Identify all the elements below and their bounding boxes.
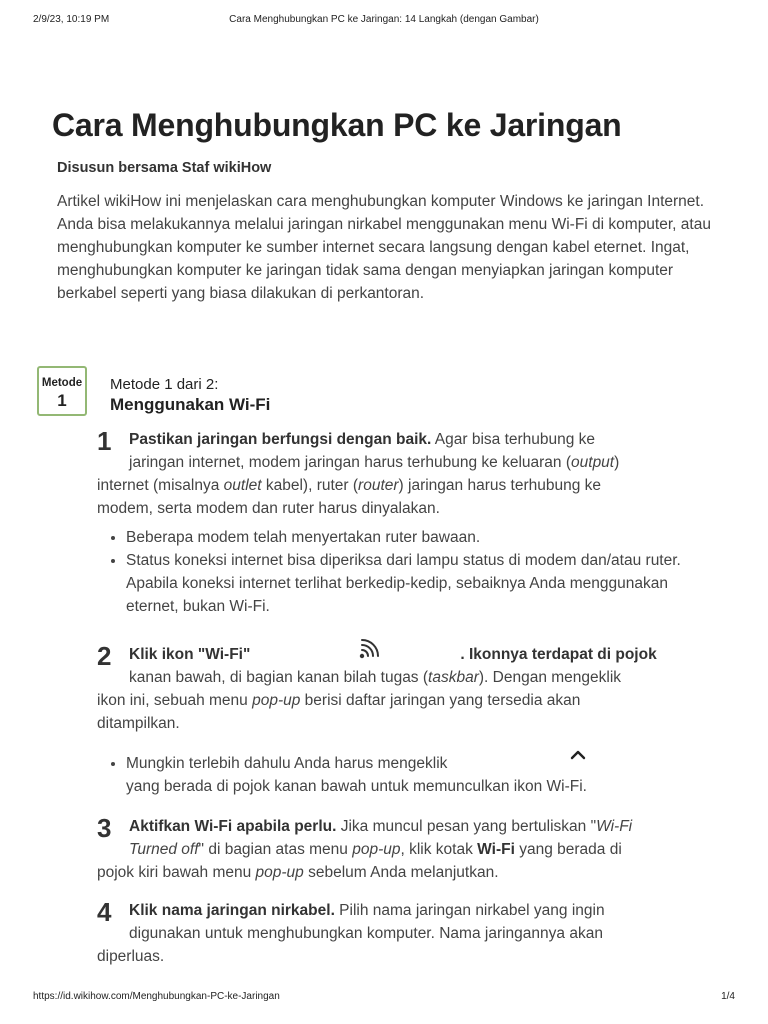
- print-datetime: 2/9/23, 10:19 PM: [33, 14, 110, 25]
- step-text-em: taskbar: [428, 669, 479, 686]
- step-2: [97, 643, 682, 735]
- step-text-em: Turned off: [129, 841, 199, 858]
- step-3: [97, 815, 682, 884]
- step-4: [97, 899, 682, 968]
- step-number: 3: [97, 813, 112, 843]
- method-subtitle: Metode 1 dari 2:: [110, 376, 219, 393]
- step-text-line: [97, 815, 682, 838]
- step-text-bold: Wi-Fi: [477, 841, 515, 858]
- step-text-em: Wi-Fi: [596, 818, 633, 835]
- method-title: Menggunakan Wi-Fi: [110, 395, 271, 414]
- page-number: 1/4: [721, 991, 735, 1002]
- step-text: ikon ini, sebuah menu: [97, 692, 253, 709]
- step-text: kabel), ruter (: [261, 477, 359, 494]
- step-text-line: [97, 899, 682, 922]
- step-heading: Aktifkan Wi-Fi apabila perlu.: [129, 818, 337, 835]
- step-heading: Klik nama jaringan nirkabel.: [129, 902, 335, 919]
- step-number: 1: [97, 426, 112, 456]
- step-text: pojok kiri bawah menu: [97, 864, 256, 881]
- list-item: • Beberapa modem telah menyertakan ruter bawaan.: [126, 526, 711, 549]
- article-byline: Disusun bersama Staf wikiHow: [57, 160, 272, 176]
- step-text: Mungkin terlebih dahulu Anda harus mengeklik: [126, 755, 448, 772]
- step-text: . Ikonnya terdapat di pojok: [460, 646, 657, 663]
- print-footer: [33, 991, 735, 1005]
- step-text: , klik kotak: [400, 841, 478, 858]
- step-text-line: [97, 861, 682, 884]
- step-text-line: [97, 643, 682, 666]
- step-1-bullets: [108, 526, 711, 618]
- step-text-line: modem, serta modem dan ruter harus dinyalakan.: [97, 500, 440, 517]
- step-text: Pilih nama jaringan nirkabel yang ingin: [334, 902, 605, 919]
- article-intro: Artikel wikiHow ini menjelaskan cara menghubungkan komputer Windows ke jaringan Internet. Anda bisa melakukannya melalui jaringan nirkabel menggunakan menu Wi-Fi di komputer, atau menghubungkan komputer ke sumber internet secara langsung dengan kabel eternet. Ingat, menghubungkan komputer ke jaringan tidak sama dengan menyiapkan jaringan komputer berkabel seperti yang biasa dilakukan di perkantoran.: [57, 193, 711, 302]
- list-item: [126, 752, 711, 798]
- list-item: • Status koneksi internet bisa diperiksa dari lampu status di modem dan/atau ruter. Apabila koneksi internet terlihat berkedip-kedip, sebaiknya Anda menggunakan eternet, bukan Wi-Fi.: [126, 549, 711, 618]
- step-text: internet (misalnya: [97, 477, 224, 494]
- step-text: yang berada di pojok kanan bawah untuk memunculkan ikon Wi-Fi.: [126, 778, 587, 795]
- step-text: Jika muncul pesan yang bertuliskan ": [336, 818, 597, 835]
- step-text-em: pop-up: [352, 841, 401, 858]
- step-heading: Pastikan jaringan berfungsi dengan baik.: [129, 431, 432, 448]
- step-text-em: outlet: [223, 477, 262, 494]
- step-text-em: pop-up: [255, 864, 304, 881]
- chevron-up-icon: [569, 748, 587, 762]
- step-text: yang berada di: [514, 841, 622, 858]
- step-heading: Klik ikon "Wi-Fi": [129, 646, 251, 663]
- step-text-line: [97, 666, 682, 689]
- article-title: Cara Menghubungkan PC ke Jaringan: [52, 107, 622, 143]
- step-text-em: router: [358, 477, 399, 494]
- step-text-line: diperluas.: [97, 948, 165, 965]
- print-doc-title: Cara Menghubungkan PC ke Jaringan: 14 Langkah (dengan Gambar): [229, 14, 539, 25]
- step-text-line: digunakan untuk menghubungkan komputer. Nama jaringannya akan: [129, 925, 603, 942]
- step-text-line: [97, 451, 682, 474]
- print-header: [33, 14, 735, 30]
- step-text-line: [97, 428, 682, 451]
- step-text: ): [614, 454, 620, 471]
- print-url: https://id.wikihow.com/Menghubungkan-PC-ke-Jaringan: [33, 991, 280, 1002]
- method-badge: [37, 366, 87, 416]
- method-badge-label: Metode: [41, 377, 83, 389]
- step-text: Agar bisa terhubung ke: [431, 431, 596, 448]
- step-number: 4: [97, 897, 112, 927]
- step-text-line: [97, 838, 682, 861]
- step-text: " di bagian atas menu: [198, 841, 353, 858]
- step-text: kanan bawah, di bagian kanan bilah tugas (: [129, 669, 429, 686]
- step-text: sebelum Anda melanjutkan.: [303, 864, 499, 881]
- step-text-line: [97, 474, 682, 497]
- step-1: [97, 428, 682, 520]
- step-text: berisi daftar jaringan yang tersedia akan: [300, 692, 581, 709]
- method-badge-number: 1: [57, 391, 67, 410]
- step-text-line: [97, 689, 682, 712]
- step-text-em: pop-up: [252, 692, 301, 709]
- step-text: ) jaringan harus terhubung ke: [398, 477, 602, 494]
- step-number: 2: [97, 641, 112, 671]
- step-text-em: output: [571, 454, 615, 471]
- step-2-bullets: [108, 752, 711, 798]
- step-text-line: ditampilkan.: [97, 715, 180, 732]
- step-text: jaringan internet, modem jaringan harus terhubung ke keluaran (: [129, 454, 572, 471]
- step-text: ). Dengan mengeklik: [478, 669, 622, 686]
- wifi-icon: [358, 636, 382, 660]
